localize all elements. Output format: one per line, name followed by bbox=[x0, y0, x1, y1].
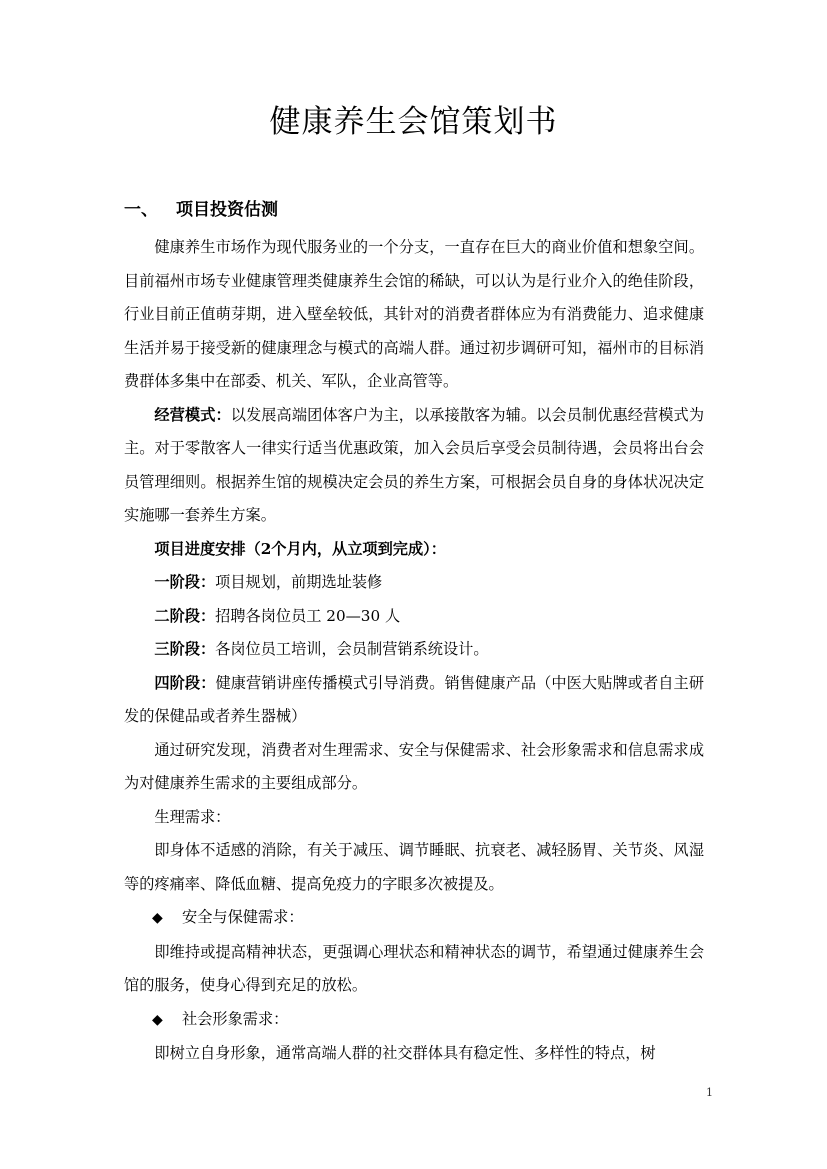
schedule-heading: 项目进度安排（2个月内，从立项到完成）： bbox=[154, 539, 446, 558]
paragraph-research: 通过研究发现，消费者对生理需求、安全与保健需求、社会形象需求和信息需求成为对健康养生需求的主要组成部分。 bbox=[124, 740, 704, 792]
needs-physiological-text: 即身体不适感的消除，有关于减压、调节睡眠、抗衰老、减轻肠胃、关节炎、风湿等的疼痛率、降低血糖、提高免疫力的字眼多次被提及。 bbox=[124, 841, 704, 893]
document-title: 健康养生会馆策划书 bbox=[269, 104, 558, 140]
section-title: 项目投资估测 bbox=[176, 200, 278, 220]
phase-text: 健康营销讲座传播模式引导消费。销售健康产品（中医大贴牌或者自主研发的保健品或者养生器械） bbox=[124, 673, 705, 725]
needs-social-text: 即树立自身形象，通常高端人群的社交群体具有稳定性、多样性的特点，树 bbox=[154, 1044, 656, 1062]
paragraph-business-model bbox=[124, 399, 704, 533]
needs-social-heading bbox=[124, 1003, 704, 1038]
phase-label: 一阶段： bbox=[154, 573, 216, 591]
section-number: 一、 bbox=[124, 200, 158, 220]
paragraph-market: 健康养生市场作为现代服务业的一个分支，一直存在巨大的商业价值和想象空间。目前福州市场专业健康管理类健康养生会馆的稀缺，可以认为是行业介入的绝佳阶段，行业目前正值萌芽期，进入壁垒较低，其针对的消费者群体应为有消费能力、追求健康生活并易于接受新的健康理念与模式的高端人群。通过初步调研可知，福州市的目标消费群体多集中在部委、机关、军队，企业高管等。 bbox=[124, 238, 704, 390]
business-model-label: 经营模式： bbox=[154, 405, 231, 424]
phase-label: 三阶段： bbox=[154, 640, 216, 658]
document-body bbox=[124, 231, 704, 1071]
phase-item bbox=[124, 566, 704, 600]
needs-social-label: 社会形象需求： bbox=[182, 1009, 289, 1028]
phase-item bbox=[124, 633, 704, 667]
needs-safety-label: 安全与保健需求： bbox=[182, 908, 304, 926]
page-number: 1 bbox=[706, 1086, 713, 1099]
needs-safety-text: 即维持或提高精神状态，更强调心理状态和精神状态的调节，希望通过健康养生会馆的服务，使身心得到充足的放松。 bbox=[124, 942, 704, 994]
phase-label: 四阶段： bbox=[154, 673, 216, 692]
needs-physiological-heading: 生理需求： bbox=[154, 807, 231, 826]
phase-item bbox=[124, 600, 704, 634]
needs-safety-heading bbox=[124, 901, 704, 936]
phase-item bbox=[124, 667, 704, 734]
phase-label: 二阶段： bbox=[154, 606, 216, 625]
business-model-text: 以发展高端团体客户为主，以承接散客为辅。以会员制优惠经营模式为主。对于零散客人一律实行适当优惠政策，加入会员后享受会员制待遇，会员将出台会员管理细则。根据养生馆的规模决定会员的养生方案，可根据会员自身的身体状况决定实施哪一套养生方案。 bbox=[124, 405, 705, 524]
phase-text: 招聘各岗位员工 20—30 人 bbox=[215, 606, 401, 625]
phase-text: 各岗位员工培训，会员制营销系统设计。 bbox=[215, 640, 489, 658]
diamond-bullet-icon: ◆ bbox=[152, 910, 163, 926]
section-heading bbox=[124, 196, 278, 224]
diamond-bullet-icon: ◆ bbox=[152, 1011, 163, 1028]
phase-text: 项目规划，前期选址装修 bbox=[215, 573, 383, 591]
